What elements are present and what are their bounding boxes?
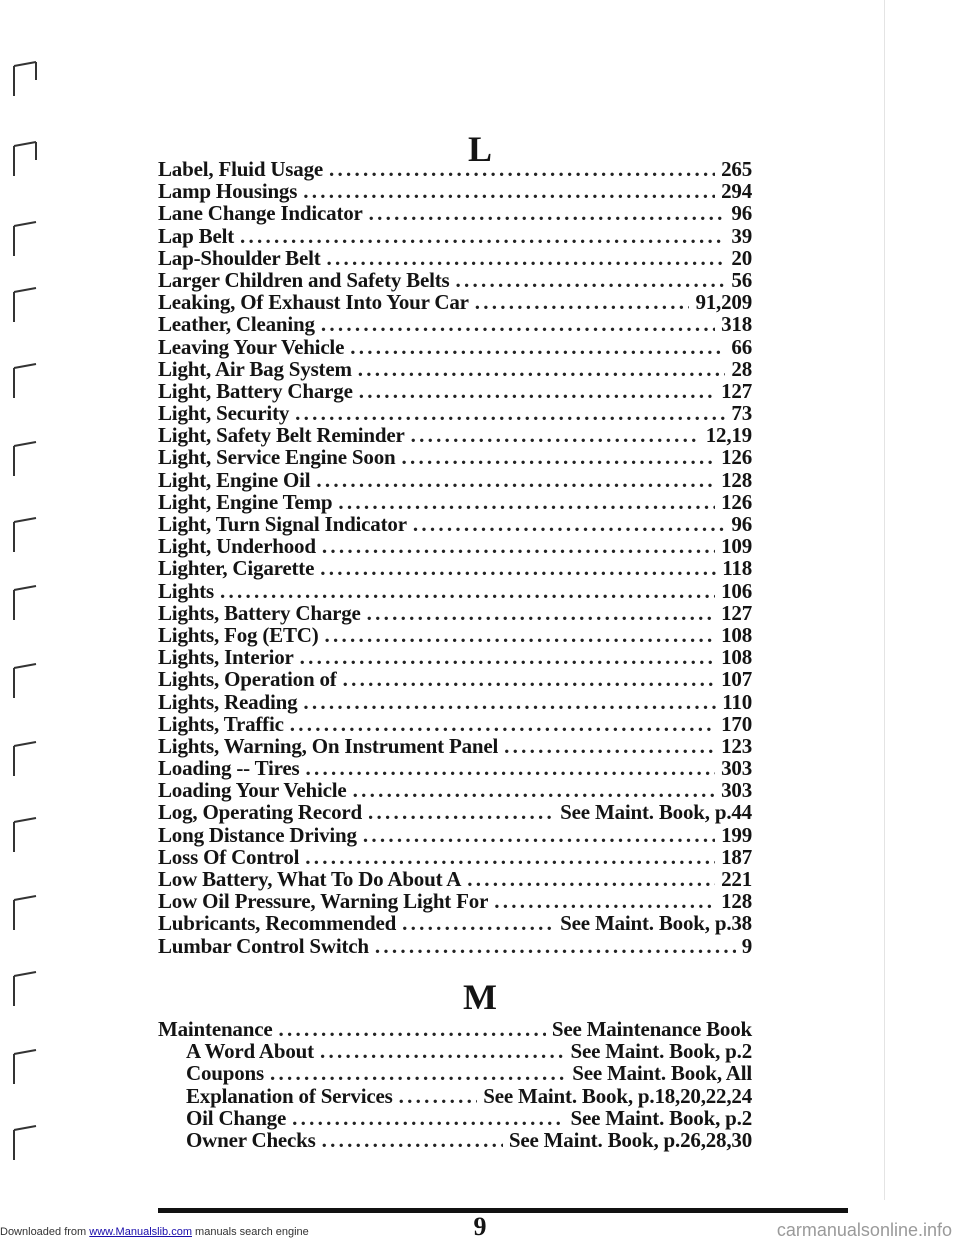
entry-page-ref: See Maint. Book, p.18,20,22,24 bbox=[483, 1083, 752, 1108]
entry-label: Leaving Your Vehicle bbox=[158, 334, 345, 359]
index-entry bbox=[158, 445, 752, 470]
index-entry bbox=[158, 1106, 752, 1128]
index-entry bbox=[158, 645, 752, 670]
entry-label: Lamp Housings bbox=[158, 179, 298, 204]
download-watermark bbox=[0, 1226, 309, 1238]
entry-page-ref: 12,19 bbox=[705, 423, 752, 448]
index-entry bbox=[158, 512, 752, 534]
index-entry bbox=[158, 179, 752, 204]
dot-leader bbox=[322, 1128, 503, 1153]
entry-label: Lap Belt bbox=[158, 223, 234, 248]
entry-label: Log, Operating Record bbox=[158, 800, 363, 825]
index-entry bbox=[158, 423, 752, 448]
entry-page-ref: 118 bbox=[722, 556, 752, 581]
index-entry bbox=[158, 623, 752, 645]
index-entry bbox=[158, 1084, 752, 1106]
index-entry bbox=[158, 756, 752, 781]
entry-label: Light, Service Engine Soon bbox=[158, 445, 396, 470]
index-entry bbox=[158, 889, 752, 914]
entry-label: Light, Security bbox=[158, 401, 290, 426]
index-entry bbox=[158, 712, 752, 734]
watermark-suffix: manuals search engine bbox=[191, 1226, 309, 1238]
entry-label: Light, Safety Belt Reminder bbox=[158, 423, 405, 448]
entry-page-ref: 96 bbox=[731, 201, 752, 226]
index-entry bbox=[158, 1061, 752, 1086]
entry-page-ref: See Maint. Book, All bbox=[572, 1061, 752, 1086]
index-entry bbox=[158, 556, 752, 581]
entry-page-ref: 187 bbox=[721, 844, 752, 869]
entry-page-ref: 199 bbox=[721, 822, 752, 847]
entry-page-ref: 170 bbox=[721, 711, 752, 736]
index-entry bbox=[158, 201, 752, 226]
manualslib-link[interactable]: www.Manualslib.com bbox=[89, 1226, 192, 1238]
section-heading-l: L bbox=[467, 129, 492, 169]
entry-label: Light, Turn Signal Indicator bbox=[158, 512, 407, 536]
entry-label: Light, Underhood bbox=[158, 534, 316, 559]
entry-page-ref: 126 bbox=[721, 489, 752, 514]
entry-page-ref: 66 bbox=[731, 334, 752, 359]
entry-label: Lane Change Indicator bbox=[158, 201, 363, 226]
entry-label: Lubricants, Recommended bbox=[158, 911, 397, 936]
entry-page-ref: 123 bbox=[721, 733, 752, 758]
entry-page-ref: See Maint. Book, p.2 bbox=[570, 1105, 752, 1130]
entry-page-ref: 107 bbox=[721, 667, 752, 692]
index-entry bbox=[158, 845, 752, 867]
entry-page-ref: 9 bbox=[741, 933, 752, 958]
entry-label: Lights, Warning, On Instrument Panel bbox=[158, 733, 499, 758]
entry-page-ref: 303 bbox=[721, 756, 752, 781]
entry-page-ref: 294 bbox=[721, 179, 752, 204]
entry-page-ref: 221 bbox=[721, 867, 752, 891]
entry-page-ref: See Maintenance Book bbox=[551, 1017, 752, 1041]
entry-label: Owner Checks bbox=[186, 1127, 316, 1152]
index-entry bbox=[158, 268, 752, 290]
binding-margin-marks bbox=[0, 0, 70, 1242]
entry-label: Lights, Battery Charge bbox=[158, 600, 361, 625]
entry-page-ref: 109 bbox=[721, 534, 752, 559]
index-entry bbox=[158, 157, 752, 179]
scan-edge-line bbox=[884, 0, 885, 1200]
entry-page-ref: 318 bbox=[721, 312, 752, 337]
index-entry bbox=[158, 934, 752, 956]
page-number: 9 bbox=[473, 1212, 487, 1241]
entry-label: A Word About bbox=[186, 1039, 314, 1064]
index-entry bbox=[158, 1128, 752, 1150]
entry-page-ref: 128 bbox=[721, 467, 752, 492]
entry-label: Larger Children and Safety Belts bbox=[158, 267, 450, 292]
index-list-l bbox=[158, 157, 752, 956]
entry-page-ref: 106 bbox=[721, 578, 752, 603]
section-heading-m: M bbox=[463, 977, 497, 1017]
entry-label: Lighter, Cigarette bbox=[158, 556, 315, 581]
entry-page-ref: 96 bbox=[731, 512, 752, 536]
index-entry bbox=[158, 1017, 752, 1039]
index-entry bbox=[158, 401, 752, 426]
entry-page-ref: 28 bbox=[731, 356, 752, 381]
entry-label: Lights, Traffic bbox=[158, 711, 284, 736]
entry-page-ref: 128 bbox=[721, 889, 752, 914]
index-entry bbox=[158, 357, 752, 379]
entry-page-ref: 20 bbox=[731, 245, 752, 270]
entry-label: Lights, Interior bbox=[158, 645, 294, 670]
index-list-m bbox=[158, 1017, 752, 1150]
entry-page-ref: See Maint. Book, p.38 bbox=[560, 911, 752, 936]
entry-label: Long Distance Driving bbox=[158, 822, 357, 847]
index-entry bbox=[158, 911, 752, 936]
entry-label: Light, Engine Oil bbox=[158, 467, 311, 492]
site-watermark: carmanualsonline.info bbox=[776, 1220, 952, 1240]
index-entry bbox=[158, 224, 752, 246]
index-entry bbox=[158, 579, 752, 601]
entry-label: Low Oil Pressure, Warning Light For bbox=[158, 889, 489, 914]
index-entry bbox=[158, 490, 752, 512]
index-entry bbox=[158, 312, 752, 337]
entry-label: Leather, Cleaning bbox=[158, 312, 315, 337]
entry-label: Oil Change bbox=[186, 1105, 287, 1130]
index-entry bbox=[158, 468, 752, 490]
entry-page-ref: 39 bbox=[731, 223, 752, 248]
entry-page-ref: 127 bbox=[721, 600, 752, 625]
entry-label: Loss Of Control bbox=[158, 844, 300, 869]
entry-label: Lights, Reading bbox=[158, 689, 298, 714]
index-entry bbox=[158, 534, 752, 559]
entry-label: Lights, Fog (ETC) bbox=[158, 622, 319, 647]
index-entry bbox=[158, 246, 752, 268]
entry-label: Light, Air Bag System bbox=[158, 356, 352, 381]
index-entry bbox=[158, 601, 752, 623]
entry-page-ref: 56 bbox=[731, 267, 752, 292]
entry-page-ref: 303 bbox=[721, 778, 752, 803]
entry-page-ref: 265 bbox=[721, 157, 752, 181]
entry-label: Low Battery, What To Do About A bbox=[158, 867, 462, 891]
entry-label: Light, Battery Charge bbox=[158, 378, 353, 403]
entry-label: Lights, Operation of bbox=[158, 667, 337, 692]
entry-page-ref: 91,209 bbox=[695, 290, 752, 315]
entry-page-ref: 127 bbox=[721, 378, 752, 403]
dot-leader bbox=[375, 934, 736, 959]
watermark-prefix: Downloaded from bbox=[0, 1226, 90, 1238]
index-entry bbox=[158, 778, 752, 803]
entry-label: Lumbar Control Switch bbox=[158, 933, 369, 958]
entry-label: Maintenance bbox=[158, 1017, 273, 1041]
entry-page-ref: See Maint. Book, p.44 bbox=[560, 800, 752, 825]
index-entry bbox=[158, 734, 752, 756]
index-entry bbox=[158, 667, 752, 692]
entry-label: Loading Your Vehicle bbox=[158, 778, 347, 803]
entry-label: Light, Engine Temp bbox=[158, 489, 333, 514]
entry-page-ref: 108 bbox=[721, 622, 752, 647]
entry-label: Lights bbox=[158, 578, 214, 603]
entry-page-ref: See Maint. Book, p.2 bbox=[570, 1039, 752, 1064]
entry-page-ref: 126 bbox=[721, 445, 752, 470]
index-entry bbox=[158, 823, 752, 845]
index-entry bbox=[158, 800, 752, 825]
index-entry bbox=[158, 690, 752, 712]
index-entry bbox=[158, 290, 752, 315]
entry-label: Lap-Shoulder Belt bbox=[158, 245, 321, 270]
entry-page-ref: 110 bbox=[722, 689, 752, 714]
entry-page-ref: 108 bbox=[721, 645, 752, 670]
entry-label: Explanation of Services bbox=[186, 1083, 393, 1108]
index-entry bbox=[158, 867, 752, 889]
index-entry bbox=[158, 1039, 752, 1064]
entry-label: Leaking, Of Exhaust Into Your Car bbox=[158, 290, 469, 315]
entry-page-ref: 73 bbox=[731, 401, 752, 426]
entry-label: Label, Fluid Usage bbox=[158, 157, 324, 181]
index-entry bbox=[158, 335, 752, 357]
index-entry bbox=[158, 379, 752, 401]
entry-label: Loading -- Tires bbox=[158, 756, 300, 781]
entry-label: Coupons bbox=[186, 1061, 264, 1086]
entry-page-ref: See Maint. Book, p.26,28,30 bbox=[508, 1127, 752, 1152]
